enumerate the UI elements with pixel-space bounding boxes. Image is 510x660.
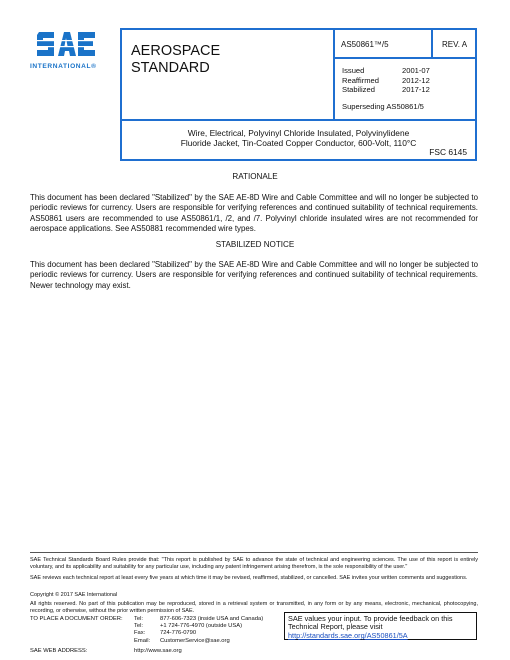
board-rules-note: SAE Technical Standards Board Rules provide that: "This report is published by SAE to advance the state of technical and engineering sciences. The use of this report is entirely voluntary, and its applicability and suitability for any particular use, including any patent infringement arising therefrom, is the sole responsibility of the user." [30,557,478,570]
subject-line-1: Wire, Electrical, Polyvinyl Chloride Insulated, Polyvinylidene [187,128,410,138]
review-note: SAE reviews each technical report at least every five years at which time it may be revised, reaffirmed, stabilized, or cancelled. SAE invites your written comments and suggestions. [30,575,468,581]
header-box [120,28,477,161]
order-label: TO PLACE A DOCUMENT ORDER: [30,616,123,622]
date-row-issued: Issued 2001-07 [342,66,430,75]
contact-row: Fax: 724-776-0790 [134,630,197,637]
document-type-cell [122,30,335,119]
sae-logo [30,26,106,74]
feedback-text: SAE values your input. To provide feedback on this Technical Report, please visit [288,614,453,632]
feedback-box [284,612,477,640]
superseding-note: Superseding AS50861/5 [342,102,424,111]
rights-note: All rights reserved. No part of this publication may be reproduced, stored in a retrieval system or transmitted, in any form or by any means, electronic, mechanical, photocopying, recording, or otherwise, without the prior written permission of SAE. [30,601,478,614]
contact-list [134,616,294,645]
date-table [342,66,472,95]
feedback-link[interactable]: http://standards.sae.org/AS50861/5A [288,630,408,640]
copyright-note: Copyright © 2017 SAE International [30,592,118,598]
subject-line-2: Fluoride Jacket, Tin-Coated Copper Conductor, 600-Volt, 110°C [180,138,417,149]
contact-row: Tel: +1 724-776-4970 (outside USA) [134,623,243,630]
document-number: AS50861™/5 [335,30,433,59]
sae-logo-icon [36,26,96,62]
logo-international-text: INTERNATIONAL® [30,63,97,70]
contact-row: Email: CustomerService@sae.org [134,637,230,644]
header-divider [122,119,475,121]
title-line-2: STANDARD [131,60,210,76]
web-address-row [30,648,182,654]
fsc-code: FSC 6145 [429,147,467,157]
date-row-stabilized: Stabilized 2017-12 [342,85,430,95]
rationale-heading: RATIONALE [232,172,278,181]
date-row-reaffirmed: Reaffirmed 2012-12 [342,75,430,85]
revision-label: REV. A [433,30,477,59]
footer-divider [30,552,478,553]
stabilized-notice-text: This document has been declared "Stabilized" by the SAE AE-8D Wire and Cable Committee and will no longer be subjected to periodic reviews for currency. Users are responsible for verifying references and continued suitability of technical requirements. Newer technology may exist. [30,260,478,290]
web-address-link[interactable]: http://www.sae.org [134,648,182,654]
document-type-title [131,43,220,77]
title-line-1: AEROSPACE [131,43,221,59]
web-address-label: SAE WEB ADDRESS: [30,648,88,654]
document-subject [122,128,475,149]
contact-row: Tel: 877-606-7323 (inside USA and Canada) [134,616,264,622]
rationale-text: This document has been declared "Stabilized" by the SAE AE-8D Wire and Cable Committee and will no longer be subjected to periodic reviews for currency. Users are responsible for verifying references and continued suitability of technical requirements. AS50861 users are recommended to use AS50861/1, /2, and /7. Polyvinyl chloride insulated wires are not recommended for aerospace applications. See AS50881 recommended wire types. [30,193,478,233]
stabilized-notice-heading: STABILIZED NOTICE [215,240,295,249]
